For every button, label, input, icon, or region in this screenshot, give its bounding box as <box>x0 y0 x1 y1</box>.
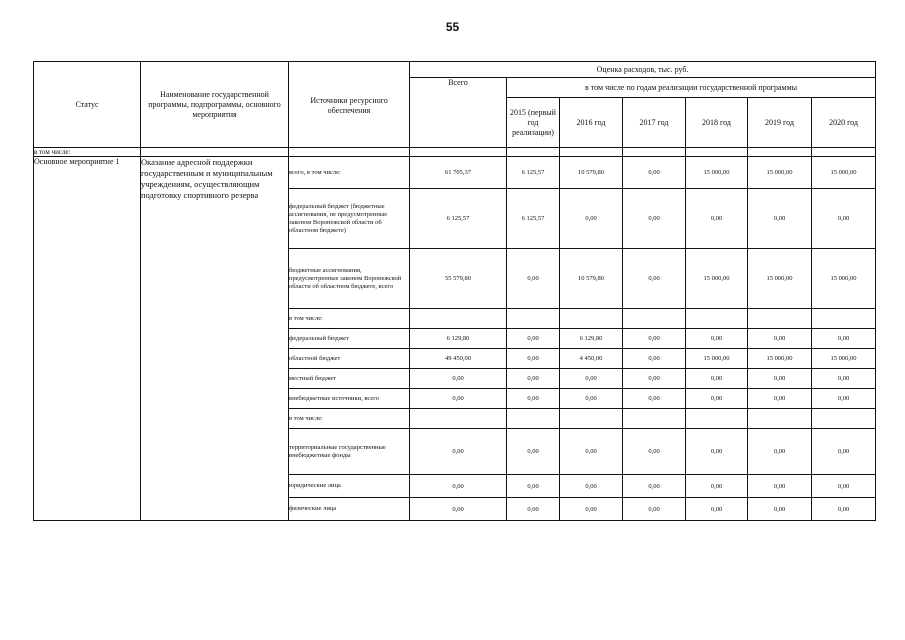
table-row <box>34 157 876 189</box>
year-value-cell: 0,00 <box>686 429 748 475</box>
year-value-cell: 0,00 <box>686 369 748 389</box>
program-name-header: Наименование государственной программы, подпрограммы, основного мероприятия <box>141 62 289 148</box>
year-value-cell <box>560 409 623 429</box>
year-value-cell: 0,00 <box>623 498 686 521</box>
year-value-cell: 0,00 <box>560 369 623 389</box>
year-value-cell <box>812 409 876 429</box>
year-value-cell <box>686 309 748 329</box>
year-value-cell: 6 129,80 <box>560 329 623 349</box>
year-value-cell: 0,00 <box>507 389 560 409</box>
total-value-cell <box>410 309 507 329</box>
year-value-cell: 0,00 <box>560 189 623 249</box>
year-header: 2019 год <box>748 98 812 148</box>
year-value-cell: 0,00 <box>686 498 748 521</box>
year-value-cell <box>560 309 623 329</box>
budget-table <box>33 61 876 521</box>
funding-source-cell: местный бюджет <box>289 369 410 389</box>
year-value-cell: 0,00 <box>623 157 686 189</box>
year-value-cell: 0,00 <box>748 429 812 475</box>
year-value-cell <box>623 309 686 329</box>
year-value-cell: 4 450,00 <box>560 349 623 369</box>
year-value-cell <box>748 309 812 329</box>
total-value-cell: 49 450,00 <box>410 349 507 369</box>
year-value-cell: 0,00 <box>812 329 876 349</box>
year-value-cell: 10 579,80 <box>560 249 623 309</box>
total-value-cell <box>410 409 507 429</box>
year-value-cell: 0,00 <box>812 369 876 389</box>
funding-source-cell: федеральный бюджет <box>289 329 410 349</box>
year-value-cell: 0,00 <box>686 189 748 249</box>
total-value-cell: 55 579,80 <box>410 249 507 309</box>
year-value-cell: 0,00 <box>623 369 686 389</box>
year-value-cell: 0,00 <box>812 189 876 249</box>
year-value-cell: 0,00 <box>686 475 748 498</box>
year-header: 2017 год <box>623 98 686 148</box>
year-value-cell: 0,00 <box>748 389 812 409</box>
funding-source-cell: юридические лица <box>289 475 410 498</box>
funding-source-cell: внебюджетные источники, всего <box>289 389 410 409</box>
year-value-cell: 0,00 <box>507 249 560 309</box>
year-value-cell: 0,00 <box>686 329 748 349</box>
year-value-cell <box>812 309 876 329</box>
year-value-cell: 0,00 <box>623 475 686 498</box>
total-value-cell: 0,00 <box>410 498 507 521</box>
year-value-cell: 0,00 <box>812 389 876 409</box>
year-value-cell: 15 000,00 <box>748 249 812 309</box>
year-value-cell: 0,00 <box>812 429 876 475</box>
year-value-cell: 0,00 <box>686 389 748 409</box>
year-value-cell: 0,00 <box>623 329 686 349</box>
funding-source-cell: бюджетные ассигнования, предусмотренные законом Воронежской области об областном бюджете, всего <box>289 249 410 309</box>
year-header: 2020 год <box>812 98 876 148</box>
status-header: Статус <box>34 62 141 148</box>
program-name-cell: Оказание адресной поддержки государственным и муниципальным учреждениям, осуществляющим подготовку спортивного резерва <box>141 157 289 521</box>
year-value-cell: 0,00 <box>748 329 812 349</box>
year-value-cell: 0,00 <box>623 429 686 475</box>
year-value-cell: 15 000,00 <box>812 349 876 369</box>
total-value-cell: 6 129,80 <box>410 329 507 349</box>
funding-source-cell: областной бюджет <box>289 349 410 369</box>
year-header: 2016 год <box>560 98 623 148</box>
year-value-cell <box>623 409 686 429</box>
total-value-cell: 0,00 <box>410 389 507 409</box>
year-value-cell: 0,00 <box>623 189 686 249</box>
year-value-cell: 0,00 <box>812 475 876 498</box>
year-value-cell: 6 125,57 <box>507 157 560 189</box>
year-value-cell: 15 000,00 <box>686 349 748 369</box>
funding-source-cell: в том числе: <box>289 309 410 329</box>
year-value-cell: 0,00 <box>507 498 560 521</box>
year-value-cell: 0,00 <box>812 498 876 521</box>
year-value-cell: 0,00 <box>507 329 560 349</box>
funding-source-cell: в том числе: <box>289 409 410 429</box>
year-header: 2015 (первый год реализации) <box>507 98 560 148</box>
year-value-cell: 0,00 <box>507 349 560 369</box>
year-value-cell: 0,00 <box>560 498 623 521</box>
year-value-cell: 0,00 <box>507 369 560 389</box>
year-header: 2018 год <box>686 98 748 148</box>
year-value-cell <box>507 309 560 329</box>
year-value-cell: 0,00 <box>623 349 686 369</box>
year-value-cell: 15 000,00 <box>812 157 876 189</box>
year-value-cell: 0,00 <box>623 249 686 309</box>
funding-source-cell: физические лица <box>289 498 410 521</box>
funding-sources-header: Источники ресурсного обеспечения <box>289 62 410 148</box>
funding-source-cell: территориальные государственные внебюджетные фонды <box>289 429 410 475</box>
status-cell: Основное мероприятие 1 <box>34 157 141 521</box>
total-value-cell: 0,00 <box>410 429 507 475</box>
year-value-cell: 0,00 <box>748 189 812 249</box>
by-year-header: в том числе по годам реализации государственной программы <box>507 78 876 98</box>
total-value-cell: 6 125,57 <box>410 189 507 249</box>
year-value-cell: 15 000,00 <box>812 249 876 309</box>
year-value-cell: 0,00 <box>560 389 623 409</box>
total-value-cell: 61 705,37 <box>410 157 507 189</box>
funding-source-cell: федеральный бюджет (бюджетные ассигнования, не предусмотренные законом Воронежской области об областном бюджете) <box>289 189 410 249</box>
year-value-cell: 0,00 <box>507 429 560 475</box>
year-value-cell: 0,00 <box>560 429 623 475</box>
year-value-cell <box>748 409 812 429</box>
year-value-cell: 0,00 <box>560 475 623 498</box>
year-value-cell <box>507 409 560 429</box>
year-value-cell: 10 579,80 <box>560 157 623 189</box>
year-value-cell: 15 000,00 <box>748 157 812 189</box>
total-header: Всего <box>410 78 507 148</box>
year-value-cell: 0,00 <box>748 498 812 521</box>
year-value-cell: 15 000,00 <box>748 349 812 369</box>
year-value-cell: 6 125,57 <box>507 189 560 249</box>
funding-source-cell: всего, в том числе: <box>289 157 410 189</box>
page-number: 55 <box>445 20 460 34</box>
including-label: в том числе: <box>34 148 141 157</box>
total-value-cell: 0,00 <box>410 475 507 498</box>
expenses-header: Оценка расходов, тыс. руб. <box>410 62 876 78</box>
year-value-cell <box>686 409 748 429</box>
year-value-cell: 0,00 <box>623 389 686 409</box>
year-value-cell: 0,00 <box>507 475 560 498</box>
year-value-cell: 15 000,00 <box>686 249 748 309</box>
total-value-cell: 0,00 <box>410 369 507 389</box>
year-value-cell: 0,00 <box>748 475 812 498</box>
year-value-cell: 15 000,00 <box>686 157 748 189</box>
year-value-cell: 0,00 <box>748 369 812 389</box>
